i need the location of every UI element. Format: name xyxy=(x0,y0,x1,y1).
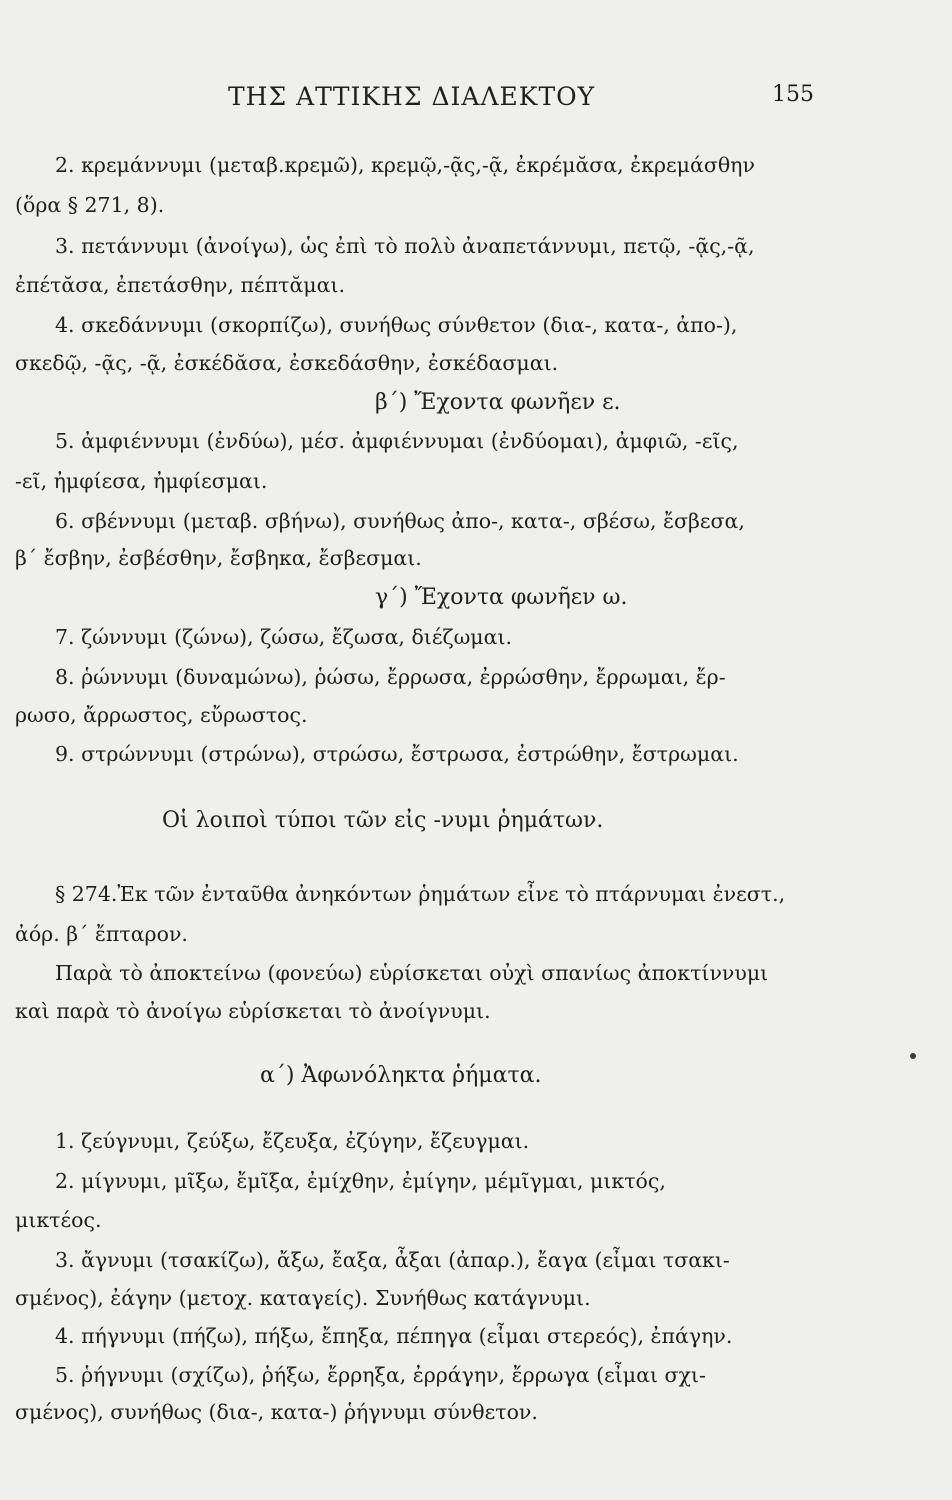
text-line: 1. ζεύγνυμι, ζεύξω, ἔζευξα, ἐζύγην, ἔζευγμαι. xyxy=(55,1129,530,1153)
text-line: μικτέος. xyxy=(15,1208,102,1232)
text-line: σμένος), συνήθως (δια-, κατα-) ῥήγνυμι σύνθετον. xyxy=(15,1400,538,1424)
text-line: 3. ἄγνυμι (τσακίζω), ἄξω, ἔαξα, ἆξαι (ἀπαρ.), ἔαγα (εἶμαι τσακι- xyxy=(55,1248,730,1272)
text-line: σμένος), ἐάγην (μετοχ. καταγείς). Συνήθως κατάγνυμι. xyxy=(15,1286,591,1310)
text-line: 5. ἀμφιέννυμι (ἐνδύω), μέσ. ἀμφιέννυμαι (ἐνδύομαι), ἀμφιῶ, -εῖς, xyxy=(55,429,739,453)
text-line: 6. σβέννυμι (μεταβ. σβήνω), συνήθως ἀπο-, κατα-, σβέσω, ἔσβεσα, xyxy=(55,509,745,533)
text-line: (ὅρα § 271, 8). xyxy=(15,193,165,217)
text-line: -εῖ, ἠμφίεσα, ἠμφίεσμαι. xyxy=(15,469,268,493)
text-line: β΄ ἔσβην, ἐσβέσθην, ἔσβηκα, ἔσβεσμαι. xyxy=(15,546,422,570)
subsection-heading: β΄) Ἔχοντα φωνῆεν ε. xyxy=(375,390,621,415)
ink-speck xyxy=(910,1053,916,1059)
text-line: ρωσο, ἄρρωστος, εὔρωστος. xyxy=(15,703,308,727)
text-line: 2. μίγνυμι, μῖξω, ἔμῖξα, ἐμίχθην, ἐμίγην, μέμῖγμαι, μικτός, xyxy=(55,1169,666,1193)
text-line: 5. ῥήγνυμι (σχίζω), ῥήξω, ἔρρηξα, ἐρράγην, ἔρρωγα (εἶμαι σχι- xyxy=(55,1363,706,1387)
subsection-heading: γ΄) Ἔχοντα φωνῆεν ω. xyxy=(375,585,628,610)
text-line: 7. ζώννυμι (ζώνω), ζώσω, ἔζωσα, διέζωμαι. xyxy=(55,625,513,649)
text-line: 9. στρώννυμι (στρώνω), στρώσω, ἔστρωσα, ἐστρώθην, ἔστρωμαι. xyxy=(55,742,739,766)
section-heading: Οἱ λοιποὶ τύποι τῶν εἰς -νυμι ῥημάτων. xyxy=(162,808,604,833)
text-line: Παρὰ τὸ ἀποκτείνω (φονεύω) εὑρίσκεται οὐχὶ σπανίως ἀποκτίννυμι xyxy=(55,961,769,985)
text-line: σκεδῷ, -ᾷς, -ᾷ, ἐσκέδᾰσα, ἐσκεδάσθην, ἐσκέδασμαι. xyxy=(15,351,559,375)
text-line: 2. κρεμάννυμι (μεταβ.κρεμῶ), κρεμῷ,-ᾷς,-ᾷ, ἐκρέμᾰσα, ἐκρεμάσθην xyxy=(55,153,755,177)
page-header xyxy=(0,82,952,122)
text-line: 4. πήγνυμι (πήζω), πήξω, ἔπηξα, πέπηγα (εἶμαι στερεός), ἐπάγην. xyxy=(55,1324,733,1348)
text-line: ἀόρ. β΄ ἔπταρον. xyxy=(15,922,188,946)
text-line: καὶ παρὰ τὸ ἀνοίγω εὑρίσκεται τὸ ἀνοίγνυμι. xyxy=(15,999,491,1023)
page-number: 155 xyxy=(772,82,814,107)
text-line: § 274.Ἐκ τῶν ἐνταῦθα ἀνηκόντων ῥημάτων εἶνε τὸ πτάρνυμαι ἐνεστ., xyxy=(55,882,786,906)
text-line: 4. σκεδάννυμι (σκορπίζω), συνήθως σύνθετον (δια-, κατα-, ἀπο-), xyxy=(55,313,738,337)
text-line: ἐπέτᾰσα, ἐπετάσθην, πέπτᾰμαι. xyxy=(15,273,346,297)
text-line: 8. ῥώννυμι (δυναμώνω), ῥώσω, ἔρρωσα, ἐρρώσθην, ἔρρωμαι, ἔρ- xyxy=(55,665,726,689)
text-line: 3. πετάννυμι (ἀνοίγω), ὡς ἐπὶ τὸ πολὺ ἀναπετάννυμι, πετῷ, -ᾷς,-ᾷ, xyxy=(55,234,755,258)
running-title: ΤΗΣ ΑΤΤΙΚΗΣ ΔΙΑΛΕΚΤΟΥ xyxy=(228,82,596,111)
subsection-heading: α΄) Ἀφωνόληκτα ῥήματα. xyxy=(260,1063,542,1088)
